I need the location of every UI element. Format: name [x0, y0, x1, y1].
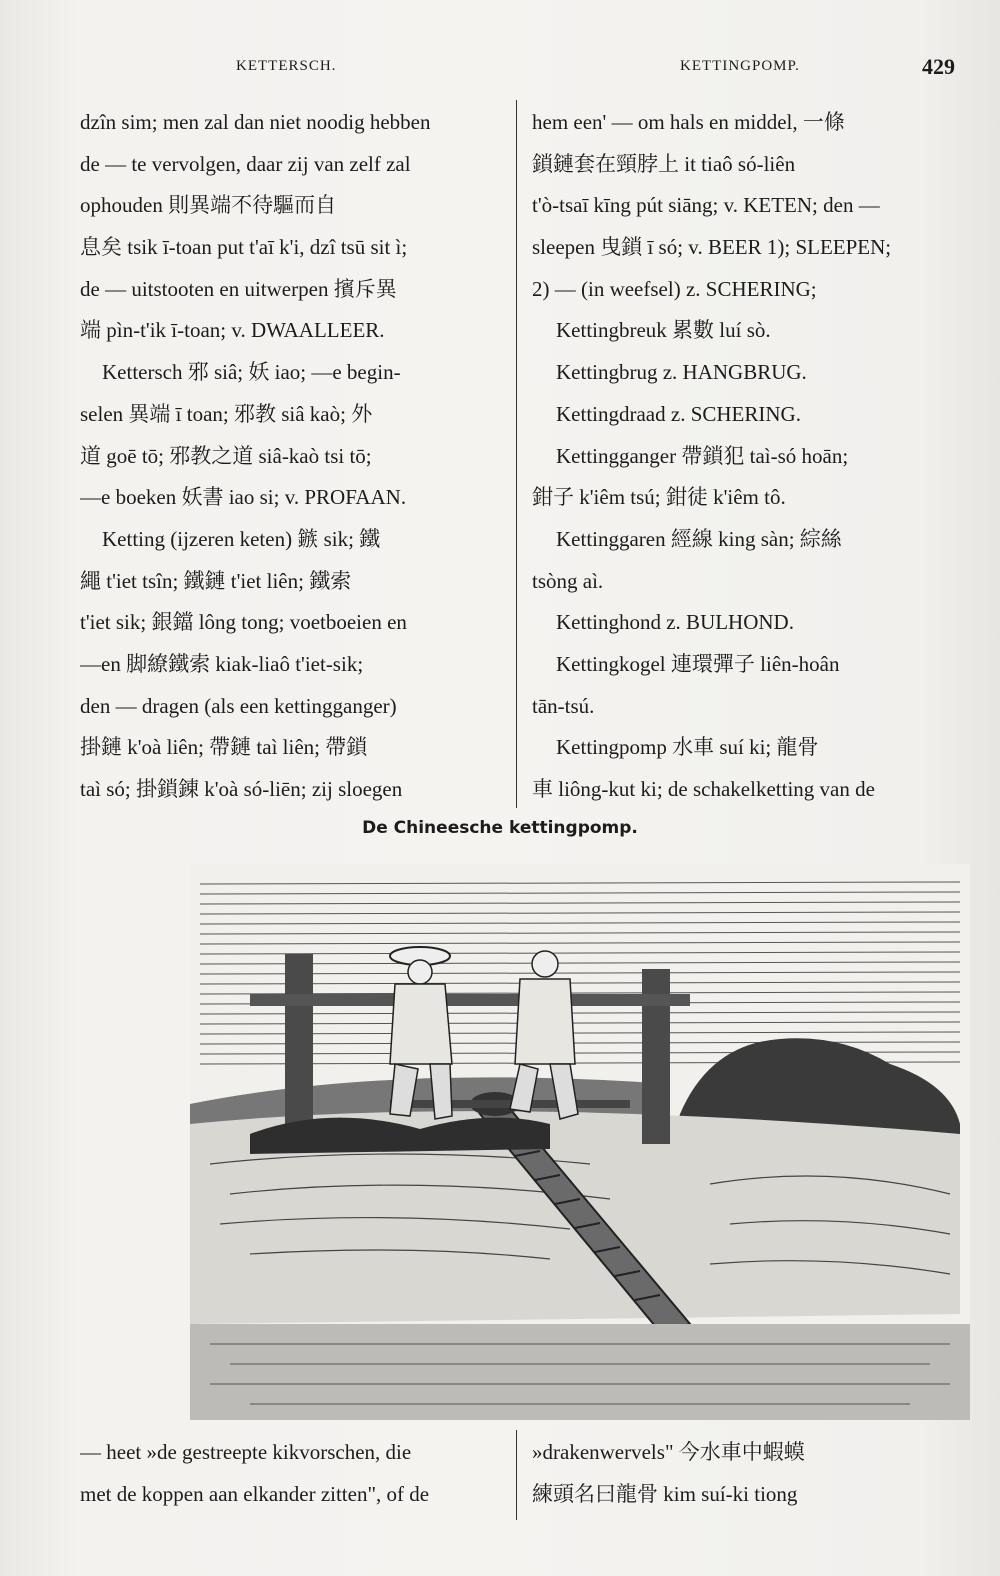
entry-kettingganger: Kettingganger 帶鎖犯 taì-só hoān; — [556, 443, 849, 468]
entry-kettinggaren: Kettinggaren 經線 king sàn; 綜絲 — [556, 526, 842, 551]
text-line: met de koppen aan elkander zitten", of de — [80, 1481, 430, 1506]
left-column — [80, 102, 506, 811]
text-line: — heet »de gestreepte kikvorschen, die — [80, 1440, 412, 1464]
text-line: 息矣 tsik ī-toan put t'aī k'i, dzî tsū sit ì; — [80, 235, 408, 260]
entry-ketting: Ketting (ijzeren keten) 鏃 sik; 鐵 — [102, 526, 381, 551]
text-line: selen 異端 ī toan; 邪教 siâ kaò; 外 — [80, 401, 373, 426]
text-line: den — dragen (als een kettingganger) — [80, 693, 397, 718]
text-line: de — uitstooten en uitwerpen 擯斥異 — [80, 276, 397, 301]
text-line: sleepen 曳鎖 ī só; v. BEER 1); SLEEPEN; — [532, 235, 892, 260]
text-line: tsòng aì. — [532, 568, 604, 593]
figure-caption: De Chineesche kettingpomp. — [362, 818, 638, 838]
entry-kettingkogel: Kettingkogel 連環彈子 liên-hoân — [556, 651, 840, 676]
column-divider-bottom — [516, 1430, 517, 1520]
running-header-right: KETTINGPOMP. — [680, 58, 800, 74]
text-line: —e boeken 妖書 iao si; v. PROFAAN. — [80, 485, 407, 510]
text-line: —en 脚繚鐵索 kiak-liaô t'iet-sik; — [80, 651, 364, 676]
entry-kettersch: Kettersch 邪 siâ; 妖 iao; —e begin- — [102, 360, 401, 385]
entry-kettingbreuk: Kettingbreuk 累數 luí sò. — [556, 318, 771, 343]
text-line: 車 liông-kut ki; de schakelketting van de — [532, 777, 875, 801]
text-line: 2) — (in weefsel) z. SCHERING; — [532, 276, 817, 301]
right-column — [532, 102, 960, 811]
chain-pump-illustration — [190, 864, 970, 1420]
text-line: 掛鏈 k'oà liên; 帶鏈 taì liên; 帶鎖 — [80, 735, 368, 760]
text-line: hem een' — om hals en middel, 一條 — [532, 110, 845, 134]
text-line: taì só; 掛鎖錬 k'oà só-liēn; zij sloegen — [80, 777, 403, 801]
page-number: 429 — [922, 54, 955, 79]
text-line: 練頭名曰龍骨 kim suí-ki tiong — [532, 1481, 798, 1506]
text-line: dzîn sim; men zal dan niet noodig hebben — [80, 110, 431, 134]
text-line: 端 pìn-t'ik ī-toan; v. DWAALLEER. — [80, 318, 385, 343]
right-column-continued — [532, 1432, 960, 1515]
text-line: 鎖鏈套在頸脖上 it tiaô só-liên — [532, 151, 796, 176]
entry-kettingpomp: Kettingpomp 水車 suí ki; 龍骨 — [556, 735, 819, 760]
text-line: »drakenwervels" 今水車中蝦蟆 — [532, 1440, 805, 1464]
entry-kettingbrug: Kettingbrug z. HANGBRUG. — [556, 360, 807, 385]
column-divider — [516, 100, 517, 808]
text-line: t'ò-tsaī kīng pút siāng; v. KETEN; den — — [532, 193, 880, 218]
text-line: tān-tsú. — [532, 693, 595, 718]
text-line: 繩 t'iet tsîn; 鐵鏈 t'iet liên; 鐵索 — [80, 568, 352, 593]
text-line: 道 goē tō; 邪教之道 siâ-kaò tsi tō; — [80, 443, 372, 468]
text-line: 鉗子 k'iêm tsú; 鉗徒 k'iêm tô. — [532, 485, 786, 510]
text-line: de — te vervolgen, daar zij van zelf zal — [80, 151, 411, 176]
text-line: ophouden 則異端不待驅而自 — [80, 193, 337, 218]
entry-kettinghond: Kettinghond z. BULHOND. — [556, 610, 794, 635]
left-column-continued — [80, 1432, 506, 1515]
text-line: t'iet sik; 銀鐺 lông tong; voetboeien en — [80, 610, 407, 635]
entry-kettingdraad: Kettingdraad z. SCHERING. — [556, 401, 801, 426]
running-header-left: KETTERSCH. — [236, 58, 337, 74]
